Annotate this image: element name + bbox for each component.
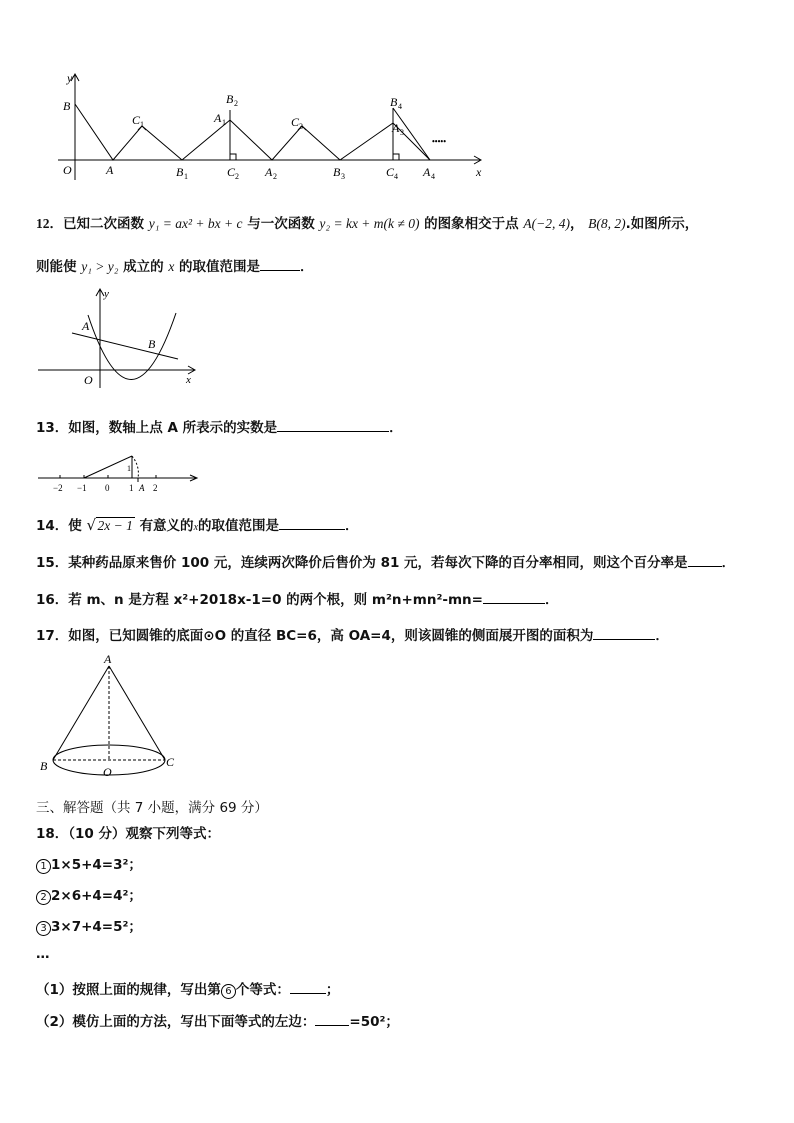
answer-blank bbox=[593, 627, 655, 640]
svg-text:0: 0 bbox=[105, 483, 110, 493]
answer-blank bbox=[260, 258, 300, 271]
label-B: B bbox=[40, 759, 48, 773]
label-B: B bbox=[148, 337, 156, 351]
label-A: A bbox=[106, 163, 114, 177]
svg-text:1: 1 bbox=[140, 120, 144, 129]
label-C4: C bbox=[386, 165, 395, 179]
q18-eq-2: 2 2×6+4=4²； bbox=[36, 884, 142, 905]
sqrt-expression: √ 2x − 1 bbox=[86, 516, 133, 534]
section-heading: 三、解答题（共 7 小题，满分 69 分） bbox=[36, 800, 268, 816]
figure-parabola bbox=[36, 285, 201, 390]
svg-text:3: 3 bbox=[400, 128, 404, 137]
label-B2: B bbox=[226, 92, 234, 106]
origin-label: O bbox=[63, 163, 72, 177]
label-C3: C bbox=[291, 115, 300, 129]
label-A: A bbox=[104, 652, 112, 666]
figure-zigzag bbox=[50, 68, 490, 183]
svg-text:1: 1 bbox=[222, 118, 226, 127]
label-B: B bbox=[63, 99, 71, 113]
label-O: O bbox=[103, 765, 112, 779]
svg-text:2: 2 bbox=[273, 172, 277, 181]
origin-label: O bbox=[84, 373, 93, 387]
q18-title: 18．（10 分）观察下列等式： bbox=[36, 826, 221, 842]
q16: 16．若 m、n 是方程 x²+2018x-1=0 的两个根，则 m²n+mn²-mn= ． bbox=[36, 592, 559, 608]
q18-eq-1: 1 1×5+4=3²； bbox=[36, 853, 142, 874]
svg-text:4: 4 bbox=[431, 172, 435, 181]
svg-text:1: 1 bbox=[127, 464, 131, 473]
svg-text:1: 1 bbox=[184, 172, 188, 181]
y-label: y bbox=[67, 71, 73, 85]
answer-blank bbox=[279, 517, 345, 530]
label-B4: B bbox=[390, 95, 398, 109]
label-A3: A bbox=[392, 121, 400, 135]
label-A2: A bbox=[265, 165, 273, 179]
label-A: A bbox=[139, 483, 145, 493]
answer-blank bbox=[315, 1013, 349, 1026]
svg-text:3: 3 bbox=[341, 172, 345, 181]
q14: 14．使 √ 2x − 1 有意义的x的取值范围是 ． bbox=[36, 516, 359, 534]
q18-ellipsis: … bbox=[36, 946, 50, 962]
answer-blank bbox=[688, 554, 722, 567]
label-C1: C bbox=[132, 113, 141, 127]
label-C: C bbox=[166, 755, 175, 769]
svg-text:2: 2 bbox=[234, 99, 238, 108]
q18-part1: （1）按照上面的规律，写出第 6 个等式： ； bbox=[36, 982, 340, 998]
figure-number-line bbox=[36, 448, 206, 498]
answer-blank bbox=[277, 419, 389, 432]
y-label: y bbox=[104, 288, 109, 300]
q18-eq-3: 3 3×7+4=5²； bbox=[36, 915, 142, 936]
q18-part2: （2）模仿上面的方法，写出下面等式的左边： =50²； bbox=[36, 1014, 399, 1030]
svg-text:−1: −1 bbox=[77, 483, 87, 493]
label-C2: C bbox=[227, 165, 236, 179]
svg-text:−2: −2 bbox=[53, 483, 63, 493]
q13: 13．如图，数轴上点 A 所表示的实数是 ． bbox=[36, 420, 403, 436]
answer-blank bbox=[290, 981, 326, 994]
svg-text:1: 1 bbox=[129, 483, 134, 493]
q15: 15．某种药品原来售价 100 元，连续两次降价后售价为 81 元，若每次下降的百分率相同，则这个百分率是 ． bbox=[36, 555, 736, 571]
svg-text:2: 2 bbox=[153, 483, 158, 493]
x-label: x bbox=[186, 374, 191, 386]
figure-cone bbox=[36, 650, 186, 780]
label-A: A bbox=[82, 319, 90, 333]
label-B3: B bbox=[333, 165, 341, 179]
svg-text:3: 3 bbox=[299, 122, 303, 131]
answer-blank bbox=[483, 591, 545, 604]
q12-line2: 则能使 y₁ > y₂ 成立的 x 的取值范围是 ． bbox=[36, 259, 314, 275]
label-A4: A bbox=[423, 165, 431, 179]
svg-text:2: 2 bbox=[235, 172, 239, 181]
x-label: x bbox=[476, 165, 482, 179]
label-A1: A bbox=[214, 111, 222, 125]
label-B1: B bbox=[176, 165, 184, 179]
continuation-dots: ••••• bbox=[432, 137, 447, 146]
svg-text:4: 4 bbox=[394, 172, 398, 181]
svg-text:4: 4 bbox=[398, 102, 402, 111]
q12-line1: 12．已知二次函数 y₁ = ax² + bx + c 与一次函数 y₂ = kx + m(k ≠ 0) 的图象相交于点 A(−2, 4)， B(8, 2).如图所示， bbox=[36, 216, 699, 232]
q17: 17．如图，已知圆锥的底面⊙O 的直径 BC=6，高 OA=4，则该圆锥的侧面展开图的面积为 ． bbox=[36, 628, 669, 644]
